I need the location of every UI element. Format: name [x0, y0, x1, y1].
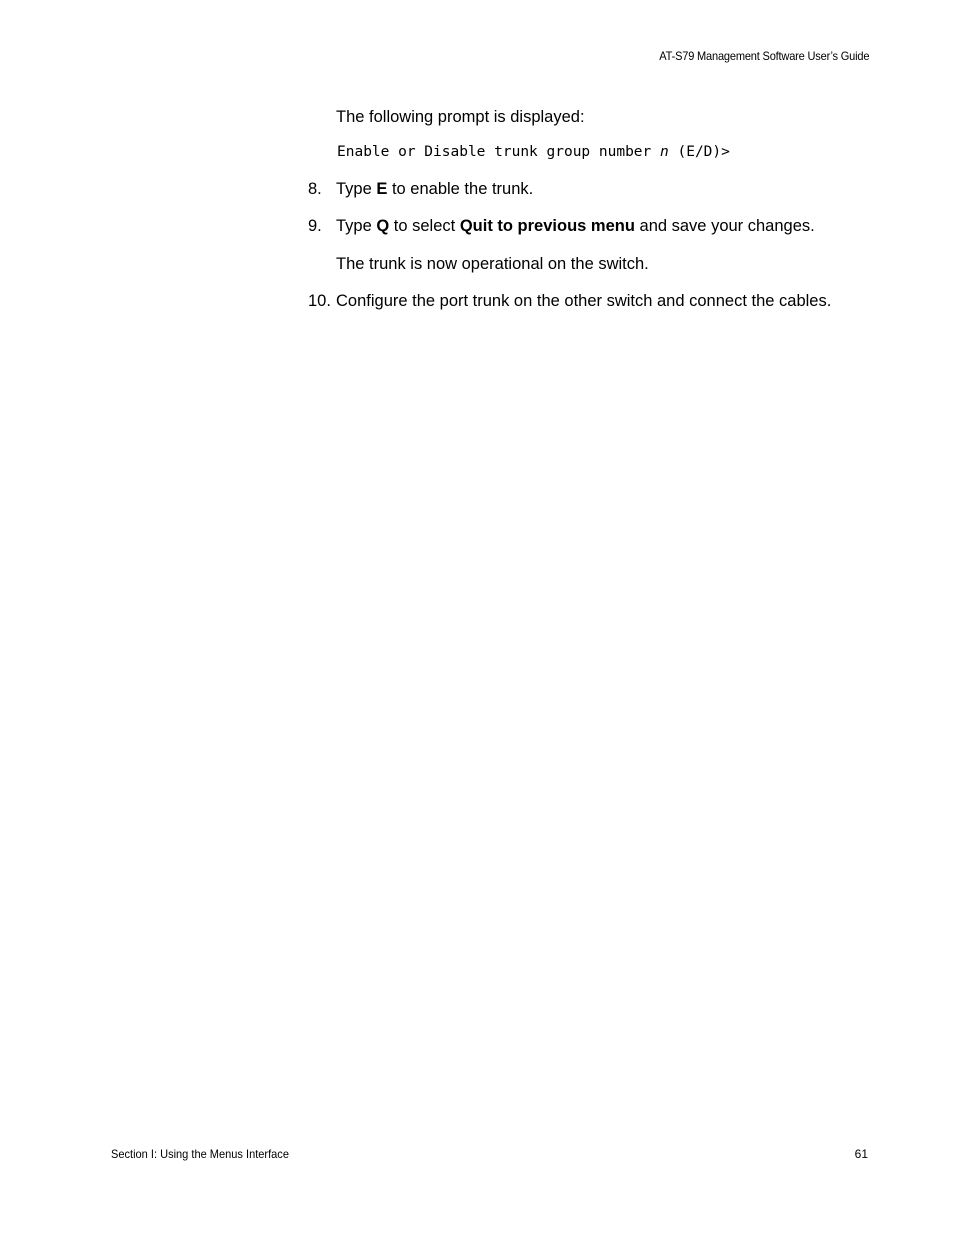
code-prompt-before: Enable or Disable trunk group number [337, 144, 661, 160]
step-9-option: Quit to previous menu [459, 217, 635, 235]
step-8-text [336, 180, 533, 199]
code-prompt-variable: n [660, 144, 669, 160]
step-8-number: 8. [308, 180, 322, 198]
step-9-number: 9. [308, 217, 322, 235]
step-10-text: Configure the port trunk on the other switch and connect the cables. [336, 292, 832, 310]
step-8-key: E [376, 180, 388, 198]
step-8-post: to enable the trunk. [387, 180, 534, 198]
code-prompt [337, 144, 730, 160]
step-9-mid: to select [389, 217, 460, 235]
step-9-text [336, 217, 815, 236]
prompt-intro: The following prompt is displayed: [336, 108, 585, 126]
page-number: 61 [854, 1147, 868, 1161]
guide-title: AT-S79 Management Software User’s Guide [658, 49, 869, 63]
step-9-pre: Type [336, 217, 377, 235]
step-9-key: Q [376, 217, 390, 235]
footer-section: Section I: Using the Menus Interface [111, 1147, 289, 1161]
step-10-number: 10. [308, 292, 331, 310]
step-9-post: and save your changes. [634, 217, 815, 235]
step-9-note: The trunk is now operational on the switch. [336, 255, 649, 273]
step-8-pre: Type [336, 180, 377, 198]
code-prompt-after: (E/D)> [668, 144, 730, 160]
